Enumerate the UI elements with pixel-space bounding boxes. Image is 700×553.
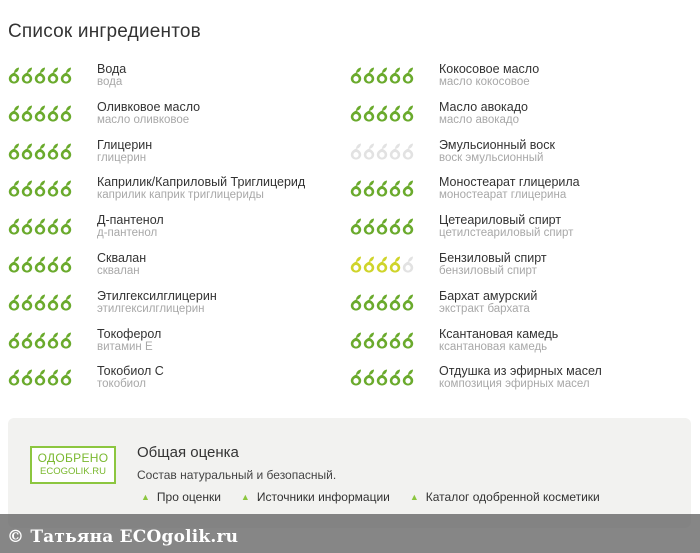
ingredient-row[interactable] bbox=[350, 62, 690, 100]
leaf-drop-icon bbox=[47, 294, 59, 311]
leaf-drop-icon bbox=[47, 143, 59, 160]
ingredient-inci: витамин Е bbox=[97, 340, 153, 353]
ingredient-name: Кокосовое масло bbox=[439, 62, 540, 76]
summary-text: Состав натуральный и безопасный. bbox=[137, 468, 337, 482]
ingredient-name: Вода bbox=[97, 62, 127, 76]
leaf-drop-icon bbox=[8, 332, 20, 349]
leaf-drop-icon bbox=[402, 294, 414, 311]
leaf-drop-icon bbox=[389, 369, 401, 386]
safety-rating bbox=[8, 180, 72, 197]
leaf-drop-icon bbox=[21, 67, 33, 84]
leaf-drop-icon bbox=[34, 218, 46, 235]
ingredient-row[interactable] bbox=[8, 213, 338, 251]
leaf-drop-icon bbox=[8, 105, 20, 122]
leaf-drop-icon bbox=[34, 294, 46, 311]
ingredient-list-left bbox=[8, 62, 338, 402]
ingredient-inci: ксантановая камедь bbox=[439, 340, 548, 353]
link-label: Про оценки bbox=[156, 490, 221, 504]
leaf-drop-icon bbox=[60, 180, 72, 197]
ingredient-inci: каприлик каприк триглицериды bbox=[97, 189, 264, 202]
ingredient-inci: масло кокосовое bbox=[439, 76, 530, 88]
ingredient-row[interactable] bbox=[8, 100, 338, 138]
ingredient-name: Токобиол С bbox=[97, 364, 164, 379]
link-catalog[interactable] bbox=[410, 490, 600, 504]
leaf-drop-icon bbox=[34, 180, 46, 197]
leaf-drop-icon bbox=[389, 105, 401, 122]
ingredient-name: Ксантановая камедь bbox=[439, 326, 559, 341]
ingredient-row[interactable] bbox=[350, 175, 690, 213]
summary-links bbox=[141, 490, 620, 504]
ingredient-inci: вода bbox=[97, 76, 123, 88]
leaf-drop-icon bbox=[8, 294, 20, 311]
leaf-drop-icon bbox=[21, 332, 33, 349]
ingredient-inci: масло оливковое bbox=[97, 113, 190, 126]
leaf-drop-icon bbox=[389, 332, 401, 349]
leaf-drop-icon bbox=[21, 143, 33, 160]
leaf-drop-icon bbox=[8, 143, 20, 160]
safety-rating bbox=[350, 143, 414, 160]
safety-rating bbox=[8, 218, 72, 235]
leaf-drop-icon bbox=[350, 369, 362, 386]
leaf-drop-icon bbox=[389, 67, 401, 84]
bullet-icon: ▲ bbox=[409, 492, 419, 502]
leaf-drop-icon bbox=[34, 67, 46, 84]
leaf-drop-icon bbox=[402, 256, 414, 273]
leaf-drop-icon bbox=[47, 218, 59, 235]
watermark-credit: © Татьяна ECOgolik.ru bbox=[7, 527, 239, 547]
ingredient-row[interactable] bbox=[350, 364, 690, 402]
ingredient-row[interactable] bbox=[8, 251, 338, 289]
approved-badge bbox=[30, 446, 116, 484]
leaf-drop-icon bbox=[389, 143, 401, 160]
ingredient-row[interactable] bbox=[8, 175, 338, 213]
leaf-drop-icon bbox=[402, 369, 414, 386]
summary-panel bbox=[8, 418, 691, 528]
ingredient-row[interactable] bbox=[8, 62, 338, 100]
ingredient-name: Отдушка из эфирных масел bbox=[439, 364, 602, 379]
leaf-drop-icon bbox=[363, 256, 375, 273]
leaf-drop-icon bbox=[402, 332, 414, 349]
leaf-drop-icon bbox=[389, 218, 401, 235]
leaf-drop-icon bbox=[60, 218, 72, 235]
safety-rating bbox=[8, 105, 72, 122]
leaf-drop-icon bbox=[34, 256, 46, 273]
safety-rating bbox=[350, 256, 414, 273]
ingredient-inci: композиция эфирных масел bbox=[439, 378, 590, 391]
safety-rating bbox=[8, 256, 72, 273]
leaf-drop-icon bbox=[350, 67, 362, 84]
leaf-drop-icon bbox=[363, 67, 375, 84]
leaf-drop-icon bbox=[363, 105, 375, 122]
page-title: Список ингредиентов bbox=[8, 21, 201, 42]
leaf-drop-icon bbox=[60, 256, 72, 273]
leaf-drop-icon bbox=[376, 180, 388, 197]
leaf-drop-icon bbox=[47, 369, 59, 386]
leaf-drop-icon bbox=[376, 143, 388, 160]
leaf-drop-icon bbox=[350, 256, 362, 273]
leaf-drop-icon bbox=[8, 369, 20, 386]
leaf-drop-icon bbox=[376, 105, 388, 122]
ingredient-name: Этилгексилглицерин bbox=[97, 288, 217, 303]
leaf-drop-icon bbox=[8, 218, 20, 235]
leaf-drop-icon bbox=[363, 332, 375, 349]
ingredient-name: Масло авокадо bbox=[439, 99, 528, 114]
ingredient-row[interactable] bbox=[8, 289, 338, 327]
leaf-drop-icon bbox=[34, 143, 46, 160]
ingredient-inci: воск эмульсионный bbox=[439, 151, 544, 164]
leaf-drop-icon bbox=[350, 180, 362, 197]
leaf-drop-icon bbox=[47, 332, 59, 349]
ingredient-inci: масло авокадо bbox=[439, 113, 520, 126]
leaf-drop-icon bbox=[47, 180, 59, 197]
safety-rating bbox=[350, 294, 414, 311]
link-about-ratings[interactable] bbox=[141, 490, 221, 504]
ingredient-inci: глицерин bbox=[97, 151, 147, 164]
ingredient-row[interactable] bbox=[350, 213, 690, 251]
ingredient-inci: токобиол bbox=[97, 378, 146, 391]
leaf-drop-icon bbox=[8, 256, 20, 273]
summary-title: Общая оценка bbox=[137, 444, 239, 461]
leaf-drop-icon bbox=[47, 105, 59, 122]
ingredient-name: Д-пантенол bbox=[97, 213, 164, 228]
safety-rating bbox=[8, 143, 72, 160]
leaf-drop-icon bbox=[8, 180, 20, 197]
safety-rating bbox=[350, 105, 414, 122]
ingredient-name: Бархат амурский bbox=[439, 288, 538, 303]
safety-rating bbox=[8, 294, 72, 311]
bullet-icon: ▲ bbox=[240, 492, 250, 502]
leaf-drop-icon bbox=[60, 369, 72, 386]
leaf-drop-icon bbox=[376, 67, 388, 84]
ingredient-name: Моностеарат глицерила bbox=[439, 175, 580, 190]
leaf-drop-icon bbox=[376, 369, 388, 386]
leaf-drop-icon bbox=[363, 218, 375, 235]
leaf-drop-icon bbox=[389, 180, 401, 197]
badge-sub-text: ECOGOLIK.RU bbox=[40, 466, 106, 477]
leaf-drop-icon bbox=[402, 105, 414, 122]
leaf-drop-icon bbox=[376, 218, 388, 235]
safety-rating bbox=[8, 332, 72, 349]
leaf-drop-icon bbox=[34, 369, 46, 386]
safety-rating bbox=[8, 67, 72, 84]
leaf-drop-icon bbox=[34, 332, 46, 349]
leaf-drop-icon bbox=[21, 105, 33, 122]
ingredient-name: Каприлик/Каприловый Триглицерид bbox=[97, 175, 306, 190]
ingredient-inci: д-пантенол bbox=[97, 227, 158, 240]
leaf-drop-icon bbox=[21, 369, 33, 386]
leaf-drop-icon bbox=[402, 180, 414, 197]
safety-rating bbox=[350, 369, 414, 386]
leaf-drop-icon bbox=[350, 332, 362, 349]
ingredient-name: Токоферол bbox=[97, 326, 162, 341]
leaf-drop-icon bbox=[21, 218, 33, 235]
ingredient-inci: моностеарат глицерина bbox=[439, 189, 567, 202]
safety-rating bbox=[8, 369, 72, 386]
ingredient-inci: сквалан bbox=[97, 264, 140, 277]
ingredient-inci: цетилстеариловый спирт bbox=[439, 227, 574, 240]
leaf-drop-icon bbox=[47, 256, 59, 273]
bullet-icon: ▲ bbox=[141, 492, 150, 502]
ingredient-list-right bbox=[350, 62, 690, 402]
ingredient-name: Цетеариловый спирт bbox=[439, 213, 562, 228]
leaf-drop-icon bbox=[60, 67, 72, 84]
leaf-drop-icon bbox=[350, 218, 362, 235]
leaf-drop-icon bbox=[21, 294, 33, 311]
leaf-drop-icon bbox=[350, 294, 362, 311]
leaf-drop-icon bbox=[60, 105, 72, 122]
leaf-drop-icon bbox=[34, 105, 46, 122]
ingredient-row[interactable] bbox=[8, 327, 338, 365]
leaf-drop-icon bbox=[350, 143, 362, 160]
leaf-drop-icon bbox=[350, 105, 362, 122]
ingredient-row[interactable] bbox=[350, 251, 690, 289]
leaf-drop-icon bbox=[389, 294, 401, 311]
ingredient-name: Глицерин bbox=[97, 137, 153, 152]
safety-rating bbox=[350, 332, 414, 349]
ingredient-row[interactable] bbox=[350, 289, 690, 327]
leaf-drop-icon bbox=[363, 180, 375, 197]
leaf-drop-icon bbox=[376, 332, 388, 349]
ingredient-name: Бензиловый спирт bbox=[439, 250, 547, 265]
safety-rating bbox=[350, 218, 414, 235]
ingredient-row[interactable] bbox=[350, 100, 690, 138]
ingredient-row[interactable] bbox=[350, 327, 690, 365]
link-label: Источники информации bbox=[256, 490, 390, 504]
safety-rating bbox=[350, 180, 414, 197]
safety-rating bbox=[350, 67, 414, 84]
leaf-drop-icon bbox=[363, 143, 375, 160]
leaf-drop-icon bbox=[402, 67, 414, 84]
ingredient-name: Эмульсионный воск bbox=[439, 137, 555, 152]
badge-main-text: ОДОБРЕНО bbox=[37, 451, 109, 465]
leaf-drop-icon bbox=[21, 256, 33, 273]
leaf-drop-icon bbox=[47, 67, 59, 84]
leaf-drop-icon bbox=[402, 143, 414, 160]
ingredient-inci: экстракт бархата bbox=[439, 302, 530, 315]
ingredient-row[interactable] bbox=[8, 138, 338, 176]
ingredient-row[interactable] bbox=[350, 138, 690, 176]
ingredient-name: Сквалан bbox=[97, 250, 147, 265]
leaf-drop-icon bbox=[376, 256, 388, 273]
leaf-drop-icon bbox=[60, 143, 72, 160]
link-label: Каталог одобренной косметики bbox=[425, 490, 600, 504]
leaf-drop-icon bbox=[376, 294, 388, 311]
leaf-drop-icon bbox=[8, 67, 20, 84]
ingredient-inci: этилгексилглицерин bbox=[97, 302, 205, 315]
leaf-drop-icon bbox=[402, 218, 414, 235]
leaf-drop-icon bbox=[60, 332, 72, 349]
leaf-drop-icon bbox=[60, 294, 72, 311]
leaf-drop-icon bbox=[363, 294, 375, 311]
leaf-drop-icon bbox=[21, 180, 33, 197]
ingredient-row[interactable] bbox=[8, 364, 338, 402]
link-sources[interactable] bbox=[241, 490, 390, 504]
ingredient-inci: бензиловый спирт bbox=[439, 264, 537, 277]
leaf-drop-icon bbox=[363, 369, 375, 386]
ingredient-name: Оливковое масло bbox=[97, 99, 201, 114]
leaf-drop-icon bbox=[389, 256, 401, 273]
